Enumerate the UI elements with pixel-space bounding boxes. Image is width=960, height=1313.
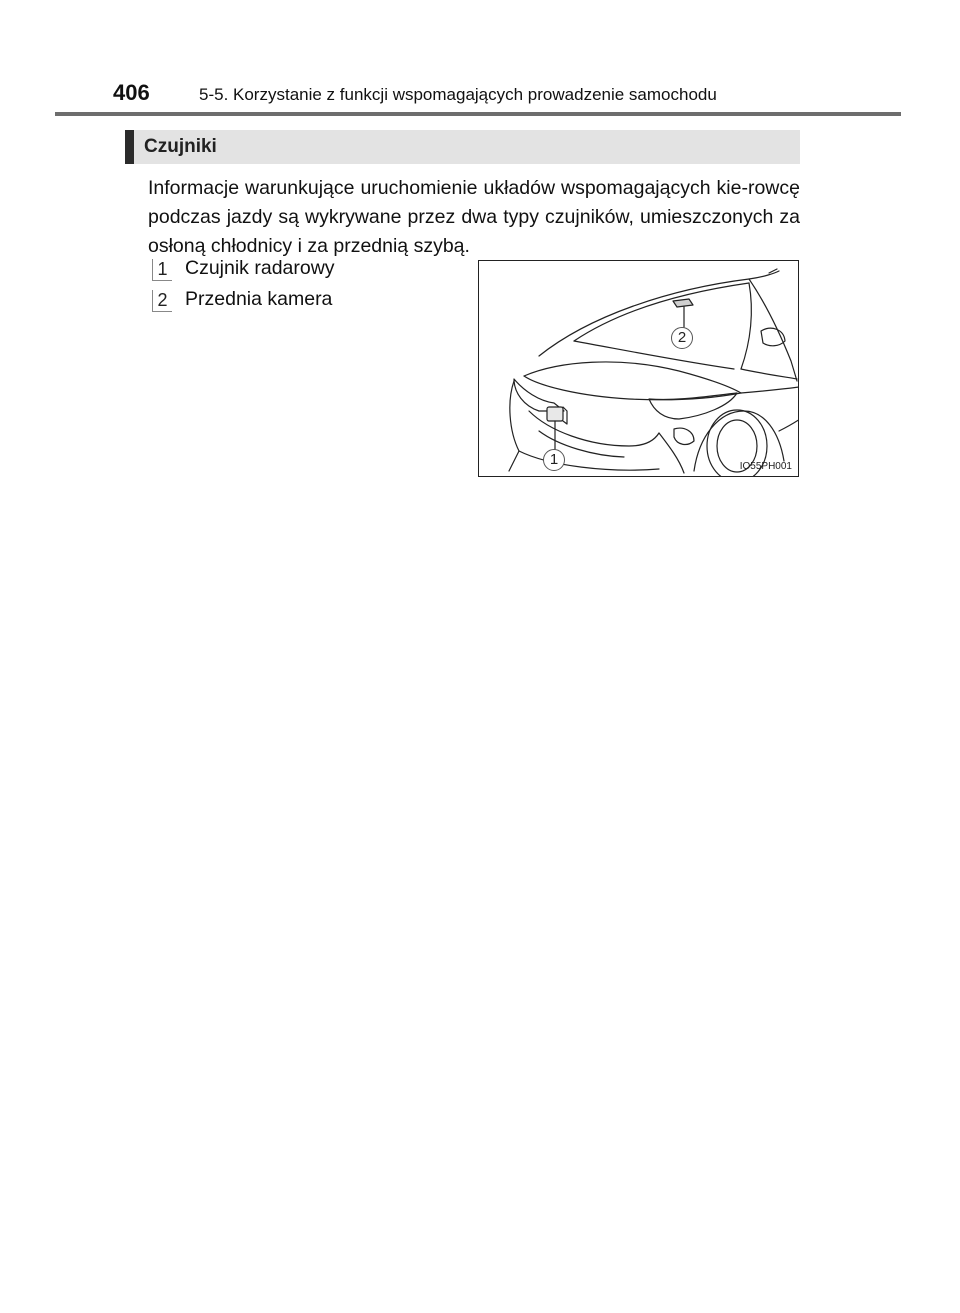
- callout-badge: 2: [671, 327, 693, 349]
- section-accent: [125, 130, 134, 164]
- intro-paragraph: Informacje warunkujące uruchomienie układów wspomagających kie-rowcę podczas jazdy są wykrywane przez dwa typy czujników, umieszczonych za osłoną chłodnicy i za przednią szybą.: [148, 177, 800, 257]
- item-number-badge: 2: [152, 290, 172, 312]
- item-label: Przednia kamera: [185, 288, 333, 310]
- car-drawing: [479, 261, 799, 477]
- section-title: Czujniki: [144, 136, 217, 157]
- item-number-badge: 1: [152, 259, 172, 281]
- page-number: 406: [113, 80, 150, 105]
- figure-code: IO55PH001: [739, 461, 792, 472]
- callout-badge: 1: [543, 449, 565, 471]
- car-sensor-illustration: [478, 260, 799, 477]
- section-header-bar: [125, 130, 800, 164]
- header-rule: [55, 112, 901, 116]
- running-head: 5-5. Korzystanie z funkcji wspomagających prowadzenie samochodu: [199, 85, 717, 104]
- item-label: Czujnik radarowy: [185, 257, 335, 279]
